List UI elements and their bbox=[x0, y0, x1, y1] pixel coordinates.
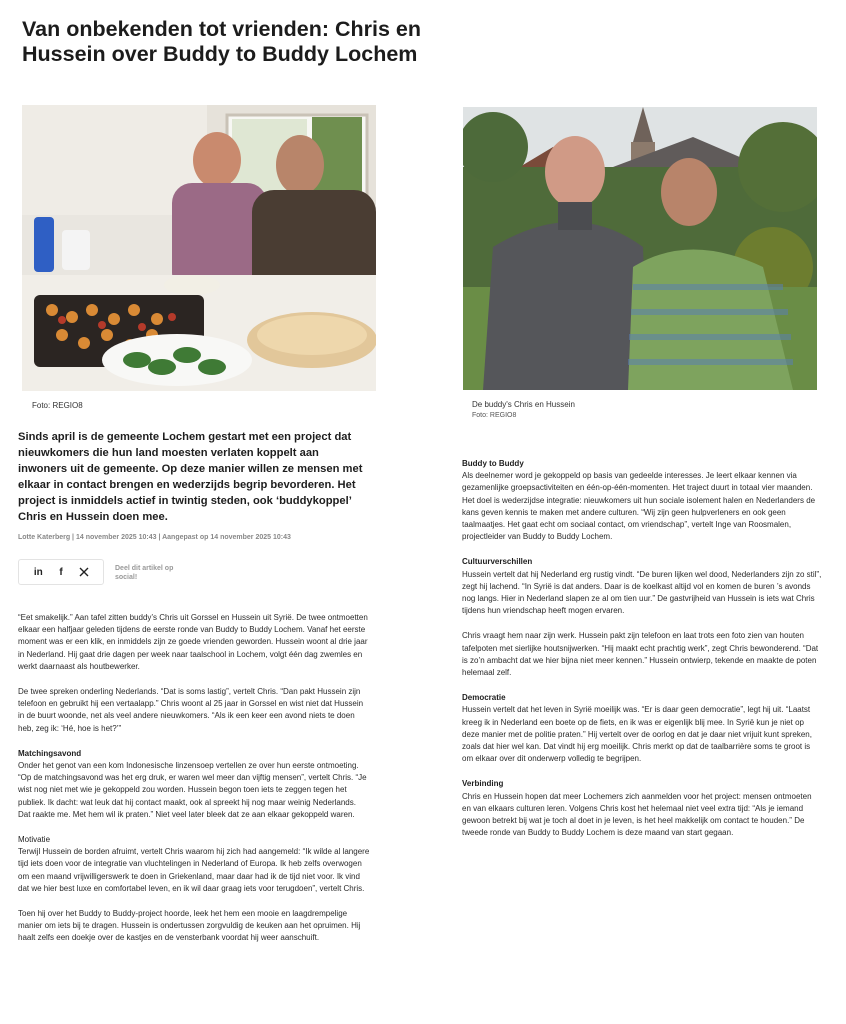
paragraph: Toen hij over het Buddy to Buddy-project hoorde, leek het hem een mooie en laagdrempelige manier om iets bij te dragen. Hussein is ondertussen zorgvuldig de keuken aan het opruimen. Hij haalt zelfs een doekje over de kastjes en de vensterbank voordat hij weer aanschuift. bbox=[18, 909, 361, 943]
photo-dinner-table bbox=[22, 105, 376, 391]
photo1-caption: Foto: REGIO8 bbox=[32, 401, 83, 410]
subheading-motivatie: Motivatie bbox=[18, 835, 51, 845]
paragraph: Onder het genot van een kom Indonesische linzensoep vertellen ze over hun eerste ontmoeting. “Op de matchingsavond was het erg druk, er waren wel meer dan vijftig mensen”, vertelt Chris. “Je wist nog niet met wie je gekoppeld zou worden. Hussein begon toen iets te zeggen tegen het publiek. Ik dacht: wat leuk dat hij contact maakt, ook al spreekt hij nog maar weinig Nederlands. Dat raakte me. Met hem wil ik praten.” Niet veel later bleek dat ze aan elkaar gekoppeld waren. bbox=[18, 761, 367, 819]
photo2-caption: De buddy's Chris en Hussein bbox=[472, 400, 575, 409]
photo2-credit: Foto: REGIO8 bbox=[472, 412, 517, 419]
paragraph: Hussein vertelt dat het leven in Syrië moeilijk was. “Er is daar geen democratie”, legt hij uit. “Laatst kreeg ik in Nederland een boete op de fiets, en ik was er eigenlijk blij mee. In Syrië kun je niet op deze manier met de politie praten.” Hij vertelt over de oorlog en dat je daar niet vrijuit kunt spreken, zoals dat hier wel kan. Dat vindt hij erg moeilijk. Chris merkt op dat de taalbarrière soms te groot is om elkaar over dit onderwerp volledig te begrijpen. bbox=[462, 705, 812, 764]
linkedin-icon[interactable]: in bbox=[33, 566, 43, 578]
subheading-democratie: Democratie bbox=[462, 693, 506, 703]
buddies-image bbox=[463, 107, 817, 390]
article-lead: Sinds april is de gemeente Lochem gestart met een project dat nieuwkomers die hun land moesten verlaten koppelt aan inwoners uit de gemeente. Op deze manier willen ze mensen met elkaar in contact brengen en wederzijds begrip bevorderen. Het project is inmiddels actief in twintig steden, ook ‘buddykoppel’ Chris en Hussein doen mee. bbox=[18, 431, 363, 523]
paragraph: De twee spreken onderling Nederlands. “Dat is soms lastig”, vertelt Chris. “Dan pakt Hussein zijn telefoon en gebruikt hij een vertaalapp.” Chris woont al 25 jaar in Gorssel en wist niet dat Hussein in de buurt woonde, net als veel andere nieuwkomers. “Als ik een keer een avond niets te doen heb, zeg ik: ‘Hé, hoe is het?’” bbox=[18, 687, 364, 733]
x-icon[interactable] bbox=[76, 564, 92, 580]
paragraph: Als deelnemer word je gekoppeld op basis van gedeelde interesses. Je leert elkaar kennen via gezamenlijke groepsactiviteiten en één-op-één-momenten. Het traject duurt in totaal vier maanden. Het doel is wederzijdse integratie: nieuwkomers uit hun sociale isolement halen en Nederlanders de kans geven kennis te maken met andere culturen. “Wij zijn geen hulpverleners en ook geen taalmaatjes. Het gaat echt om sociaal contact, om vriendschap”, vertelt Inge van Roosmalen, projectleider van Buddy to Buddy Lochem. bbox=[462, 471, 816, 542]
share-box bbox=[18, 559, 104, 585]
article-title: Van onbekenden tot vrienden: Chris en Hussein over Buddy to Buddy Lochem bbox=[22, 17, 422, 66]
article-body-left bbox=[18, 612, 370, 958]
paragraph: Chris vraagt hem naar zijn werk. Hussein pakt zijn telefoon en laat trots een foto zien van houten tafelpoten met sierlijke houtsnijwerken. “Hij maakt echt prachtig werk”, zegt Chris bewonderend. “Dat is zo’n ambacht dat we hier bijna niet meer kennen.” Hussein ontwierp, tekende en maakte de poten helemaal zelf. bbox=[462, 631, 819, 678]
paragraph: “Eet smakelijk.” Aan tafel zitten buddy’s Chris uit Gorssel en Hussein uit Syrië. De twee ontmoetten elkaar een halfjaar geleden tijdens de eerste ronde van Buddy to Buddy Lochem. Vanaf het eerste moment was er een klik, en inmiddels zijn ze goede vrienden geworden. Hussein woont al drie jaar in Nederland. Hij gaat drie dagen per week naar taalschool in Lochem, volgt één dag zwemles en werkt daarnaast als houtbewerker. bbox=[18, 613, 368, 671]
article-byline: Lotte Katerberg | 14 november 2025 10:43 | Aangepast op 14 november 2025 10:43 bbox=[18, 534, 291, 541]
subheading-verbinding: Verbinding bbox=[462, 779, 504, 789]
photo-buddies bbox=[463, 107, 817, 390]
facebook-icon[interactable]: f bbox=[59, 566, 63, 578]
dinner-table-image bbox=[22, 105, 376, 391]
paragraph: Chris en Hussein hopen dat meer Lochemers zich aanmelden voor het project: mensen ontmoeten en van elkaars culturen leren. Volgens Chris kost het helemaal niet veel extra tijd: “Als je iemand gewoon betrekt bij wat je toch al doet in je leven, is het heel makkelijk om contact te houden.” De tweede ronde van Buddy to Buddy Lochem is deze maand van start gegaan. bbox=[462, 791, 812, 838]
share-prompt: Deel dit artikel op social! bbox=[115, 565, 174, 581]
paragraph: Terwijl Hussein de borden afruimt, vertelt Chris waarom hij zich had aangemeld: “Ik wilde al langere tijd iets doen voor de integratie van vluchtelingen in Nederland of Europa. Ik heb zelfs overwogen om een maand vrijwilligerswerk te doen in Griekenland, maar daar had ik de tijd niet voor. Ik vind dat we hier best luxe en comfortabel leven, en ik wil daar graag iets voor terugdoen”, vertelt Chris. bbox=[18, 847, 370, 893]
article-body-right bbox=[462, 458, 822, 852]
subheading-matchingsavond: Matchingsavond bbox=[18, 748, 82, 758]
paragraph: Hussein vertelt dat hij Nederland erg rustig vindt. “De buren lijken wel dood, Nederlanders zijn zo stil”, zegt hij lachend. “In Syrië is dat anders. Daar is de koelkast altijd vol en komen de buren ’s avonds nog langs. Hier in Nederland slapen ze al om tien uur.” De gastvrijheid van Hussein is iets wat Chris tijdens hun vriendschap heeft mogen ervaren. bbox=[462, 569, 822, 616]
subheading-buddy-to-buddy: Buddy to Buddy bbox=[462, 459, 524, 468]
subheading-cultuurverschillen: Cultuurverschillen bbox=[462, 557, 533, 567]
